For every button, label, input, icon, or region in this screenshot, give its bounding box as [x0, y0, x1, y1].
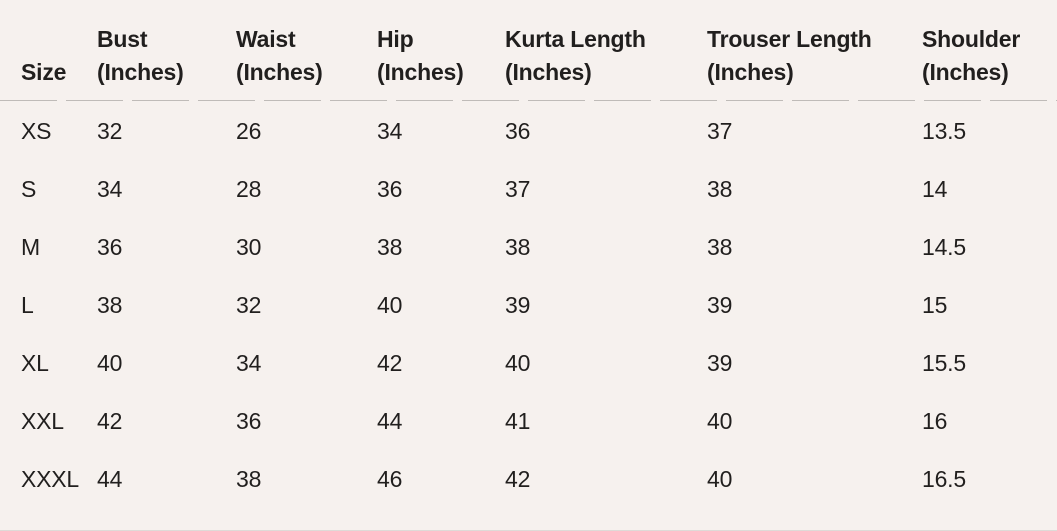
cell-waist: 28	[236, 175, 262, 202]
cell-trouser_length: 38	[707, 175, 733, 202]
cell-shoulder: 15	[922, 291, 948, 318]
cell-trouser_length: 40	[707, 465, 733, 492]
column-header-shoulder	[922, 0, 1057, 102]
cell-shoulder: 16.5	[922, 465, 966, 492]
cell-bust: 44	[97, 465, 123, 492]
cell-bust: 32	[97, 117, 123, 144]
cell-trouser_length: 38	[707, 233, 733, 260]
cell-trouser_length: 39	[707, 291, 733, 318]
cell-size: XS	[21, 117, 52, 144]
cell-trouser_length: 39	[707, 349, 733, 376]
table-row-xl	[0, 334, 1057, 392]
column-unit: (Inches)	[505, 59, 592, 85]
cell-size: XXL	[21, 407, 64, 434]
table-header	[0, 0, 1057, 102]
column-title: Waist	[236, 26, 296, 52]
column-header-bust	[97, 0, 236, 102]
column-title: Bust	[97, 26, 148, 52]
cell-waist: 34	[236, 349, 262, 376]
column-header-size	[0, 0, 97, 102]
cell-shoulder: 15.5	[922, 349, 966, 376]
cell-kurta_length: 37	[505, 175, 531, 202]
cell-waist: 38	[236, 465, 262, 492]
header-divider	[0, 100, 1057, 101]
table-row-xxl	[0, 392, 1057, 450]
cell-bust: 36	[97, 233, 123, 260]
column-title: Trouser Length	[707, 26, 872, 52]
table-row-s	[0, 160, 1057, 218]
column-unit: (Inches)	[97, 59, 184, 85]
cell-hip: 44	[377, 407, 403, 434]
cell-hip: 46	[377, 465, 403, 492]
cell-waist: 32	[236, 291, 262, 318]
cell-shoulder: 16	[922, 407, 948, 434]
table-body	[0, 102, 1057, 508]
cell-waist: 26	[236, 117, 262, 144]
column-header-kurta_length	[505, 0, 707, 102]
cell-bust: 40	[97, 349, 123, 376]
cell-kurta_length: 36	[505, 117, 531, 144]
table-row-xxxl	[0, 450, 1057, 508]
column-unit: (Inches)	[922, 59, 1009, 85]
cell-bust: 38	[97, 291, 123, 318]
cell-shoulder: 13.5	[922, 117, 966, 144]
column-unit: (Inches)	[377, 59, 464, 85]
cell-size: S	[21, 175, 37, 202]
cell-kurta_length: 38	[505, 233, 531, 260]
column-title: Kurta Length	[505, 26, 646, 52]
cell-hip: 34	[377, 117, 403, 144]
cell-shoulder: 14.5	[922, 233, 966, 260]
column-title: Shoulder	[922, 26, 1021, 52]
cell-kurta_length: 39	[505, 291, 531, 318]
table-header-row	[0, 0, 1057, 102]
cell-size: M	[21, 233, 40, 260]
cell-size: L	[21, 291, 34, 318]
column-title: Size	[21, 59, 67, 85]
cell-size: XL	[21, 349, 49, 376]
cell-waist: 30	[236, 233, 262, 260]
cell-waist: 36	[236, 407, 262, 434]
cell-bust: 42	[97, 407, 123, 434]
cell-hip: 38	[377, 233, 403, 260]
cell-kurta_length: 41	[505, 407, 531, 434]
cell-kurta_length: 40	[505, 349, 531, 376]
column-header-trouser_length	[707, 0, 922, 102]
cell-size: XXXL	[21, 465, 80, 492]
column-unit: (Inches)	[707, 59, 794, 85]
cell-trouser_length: 37	[707, 117, 733, 144]
cell-hip: 36	[377, 175, 403, 202]
table-row-xs	[0, 102, 1057, 160]
cell-trouser_length: 40	[707, 407, 733, 434]
cell-bust: 34	[97, 175, 123, 202]
column-header-waist	[236, 0, 377, 102]
column-unit: (Inches)	[236, 59, 323, 85]
cell-shoulder: 14	[922, 175, 948, 202]
table-row-l	[0, 276, 1057, 334]
column-header-hip	[377, 0, 505, 102]
cell-hip: 40	[377, 291, 403, 318]
cell-kurta_length: 42	[505, 465, 531, 492]
table-row-m	[0, 218, 1057, 276]
column-title: Hip	[377, 26, 414, 52]
cell-hip: 42	[377, 349, 403, 376]
